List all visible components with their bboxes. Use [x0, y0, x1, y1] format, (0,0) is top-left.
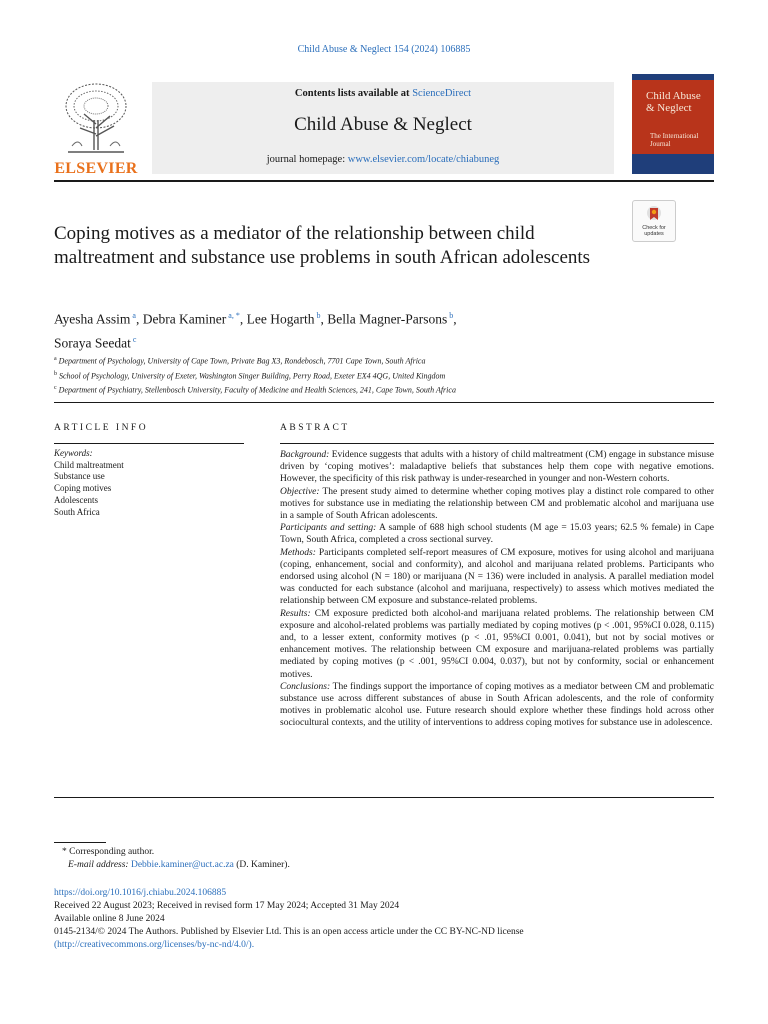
publication-info — [54, 887, 714, 952]
keyword[interactable]: Substance use — [54, 471, 105, 482]
elsevier-logo — [54, 80, 138, 180]
author-separator: , — [135, 311, 143, 327]
elsevier-wordmark: ELSEVIER — [54, 160, 138, 177]
abstract-body — [280, 449, 714, 730]
author-affiliation-marker[interactable]: a — [130, 311, 136, 320]
keyword[interactable]: South Africa — [54, 506, 100, 517]
article-title: Coping motives as a mediator of the relationship between child maltreatment and substance use problems in south African adolescents — [54, 223, 591, 268]
keywords-label: Keywords: — [54, 448, 93, 458]
abstract-heading: ABSTRACT — [280, 423, 350, 433]
abstract-section-label: Participants and setting: — [280, 523, 377, 534]
abstract-end-rule — [54, 797, 714, 798]
author-affiliation-marker[interactable]: a, * — [226, 311, 240, 320]
author-name[interactable]: Soraya Seedat — [54, 335, 131, 350]
affiliation-list — [54, 353, 714, 397]
journal-banner — [152, 82, 614, 174]
affiliation-text: Department of Psychology, University of Cape Town, Private Bag X3, Rondebosch, 7701 Cape Town, South Africa — [56, 356, 426, 366]
abstract-section — [280, 681, 714, 730]
doi-link[interactable]: https://doi.org/10.1016/j.chiabu.2024.106885 — [54, 888, 227, 898]
sciencedirect-link[interactable]: ScienceDirect — [412, 88, 472, 99]
abstract-section-label: Methods: — [280, 547, 316, 558]
cover-bottom-band — [632, 154, 714, 174]
author-affiliation-marker[interactable]: c — [130, 334, 137, 344]
abstract-section — [280, 449, 714, 486]
affiliation-rule — [54, 402, 714, 403]
author-name[interactable]: Ayesha Assim — [54, 311, 131, 327]
cover-top-band — [632, 74, 714, 80]
author-name[interactable]: Lee Hogarth — [246, 311, 315, 327]
email-link[interactable]: Debbie.kaminer@uct.ac.za — [130, 860, 234, 870]
abstract-section-label: Objective: — [280, 486, 320, 497]
author-name[interactable]: Debra Kaminer — [142, 311, 227, 327]
email-label: E-mail address: — [68, 860, 129, 870]
masthead-rule — [54, 180, 714, 182]
abstract-section — [280, 608, 714, 681]
keyword[interactable]: Adolescents — [54, 494, 98, 505]
affiliation-marker: b — [54, 370, 57, 377]
homepage-line — [152, 154, 614, 165]
affiliation-item — [54, 368, 714, 383]
affiliation-marker: c — [54, 385, 57, 392]
bookmark-icon — [646, 205, 662, 223]
abstract-section-label: Results: — [280, 608, 311, 619]
abstract-section-text: Participants completed self-report measures of CM exposure, motives for using alcohol and marijuana (coping, enhancement, social and conformity), and alcohol and marijuana related problems. Participants who endorsed using alcohol (N = 180) or marijuana (N = 136) were included in analysis. A parallel mediation model was conducted for each substance (alcohol and marijuana, respectively) to assess which motives mediated the relationship between CM exposure and substance-related problems. — [280, 547, 714, 607]
keyword[interactable]: Child maltreatment — [54, 459, 124, 470]
abstract-section — [280, 486, 714, 523]
elsevier-tree-icon — [58, 80, 134, 156]
abstract-section-label: Background: — [280, 450, 330, 460]
abstract-rule — [280, 443, 714, 444]
license-text: 0145-2134/© 2024 The Authors. Published by Elsevier Ltd. This is an open access article under the CC BY-NC-ND license — [54, 927, 524, 937]
author-separator: , — [453, 311, 457, 327]
cover-title: Child Abuse & Neglect — [646, 90, 701, 114]
author-name[interactable]: Bella Magner-Parsons — [327, 311, 448, 327]
journal-masthead — [54, 72, 714, 180]
abstract-section-text: The findings support the importance of coping motives as a mediator between CM and problematic substance use across different substances of abuse in South African adolescents, and the role of conformity motives in problematic alcohol use. Future research should explore whether these findings hold across other sociocultural contexts, and the utility of interventions to address coping motives for substance use in adolescence. — [280, 681, 714, 729]
author-affiliation-marker[interactable]: b — [447, 311, 454, 320]
homepage-prefix: journal homepage: — [266, 154, 346, 165]
article-info-heading: ARTICLE INFO — [54, 423, 149, 433]
keyword[interactable]: Coping motives — [54, 483, 112, 494]
author-affiliation-marker[interactable]: b — [314, 311, 321, 320]
journal-cover-image[interactable] — [632, 74, 714, 174]
contents-line — [152, 88, 614, 99]
email-suffix: (D. Kaminer). — [236, 860, 290, 870]
affiliation-text: School of Psychology, University of Exeter, Washington Singer Building, Perry Road, Exeter EX4 4QG, United Kingdom — [57, 371, 446, 381]
abstract-section-label: Conclusions: — [280, 681, 331, 692]
affiliation-item — [54, 353, 714, 368]
journal-citation[interactable]: Child Abuse & Neglect 154 (2024) 106885 — [297, 44, 471, 55]
available-online: Available online 8 June 2024 — [54, 914, 165, 924]
affiliation-text: Department of Psychiatry, Stellenbosch University, Faculty of Medicine and Health Sciences, 241, Cape Town, South Africa — [56, 385, 456, 395]
journal-name: Child Abuse & Neglect — [294, 114, 472, 135]
abstract-section-text: Evidence suggests that adults with a history of child maltreatment (CM) engage in substance misuse driven by ‘coping motives’: maladaptive beliefs that substances help them cope with negative emotions. However, the specificity of this risk pathway is under-researched in younger and non-Western cohorts. — [280, 450, 714, 485]
license-link[interactable]: (http://creativecommons.org/licenses/by-nc-nd/4.0/). — [54, 940, 255, 950]
received-dates: Received 22 August 2023; Received in revised form 17 May 2024; Accepted 31 May 2024 — [54, 901, 400, 911]
abstract-section-text: CM exposure predicted both alcohol-and marijuana related problems. The relationship between CM exposure and alcohol-related problems was partially mediated by coping motives (p < .001, 95%CI 0.028, 0.115) and, to a lesser extent, conformity motives (p < .01, 95%CI 0.001, 0.041), but not by social motives or enhancement motives. The relationship between CM exposure and marijuana-related problems was partially mediated by coping motives (p < .001, 95%CI 0.004, 0.037), but not by conformity, social or enhancement motives. — [280, 608, 714, 680]
corresponding-author-note: * Corresponding author. — [62, 847, 155, 857]
footnote-rule — [54, 842, 106, 843]
keyword-list — [54, 460, 244, 519]
check-for-updates-button[interactable] — [632, 200, 676, 242]
author-separator: , — [239, 311, 247, 327]
author-list — [54, 306, 674, 353]
email-line — [54, 859, 714, 872]
cover-subtitle: The International Journal — [650, 132, 699, 148]
keywords-block — [54, 448, 244, 518]
affiliation-marker: a — [54, 356, 57, 362]
check-updates-label: Check for updates — [642, 225, 666, 237]
affiliation-item — [54, 382, 714, 397]
abstract-section-text: A sample of 688 high school students (M age = 15.03 years; 62.5 % female) in Cape Town, South Africa, completed a cross sectional survey. — [280, 523, 714, 546]
abstract-section — [280, 547, 714, 608]
article-info-rule — [54, 443, 244, 444]
abstract-section — [280, 522, 714, 546]
abstract-section-text: The present study aimed to determine whether coping motives play a distinct role compared to other motives for substance use in mediating the relationship between CM and problematic alcohol and marijuana use in a sample of South African adolescents. — [280, 486, 714, 522]
author-separator: , — [320, 311, 328, 327]
journal-homepage-link[interactable]: www.elsevier.com/locate/chiabuneg — [347, 154, 500, 165]
contents-prefix: Contents lists available at — [294, 88, 410, 99]
footnotes — [54, 846, 714, 872]
